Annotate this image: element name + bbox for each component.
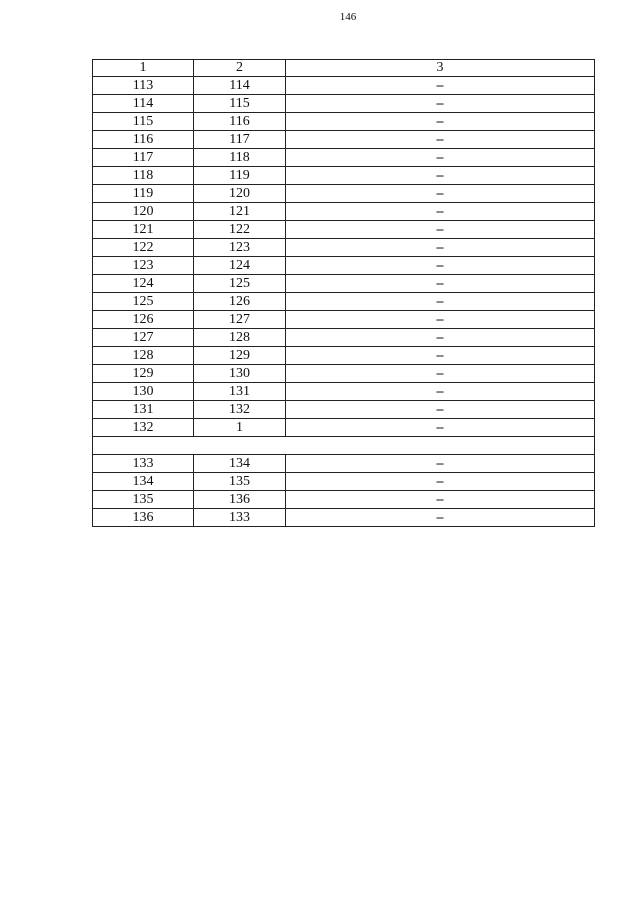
table-cell-col-3: – xyxy=(286,239,595,257)
table-cell-col-3: – xyxy=(286,95,595,113)
table-cell-col-1: 134 xyxy=(93,473,194,491)
table-cell-col-2: 118 xyxy=(194,149,286,167)
table-cell-col-2: 114 xyxy=(194,77,286,95)
table-group-1 xyxy=(93,77,595,437)
table-row xyxy=(93,455,595,473)
table-row xyxy=(93,329,595,347)
table-cell-col-1: 131 xyxy=(93,401,194,419)
table-separator-row xyxy=(93,437,595,455)
table-cell-col-2: 120 xyxy=(194,185,286,203)
table-cell-col-2: 125 xyxy=(194,275,286,293)
table-cell-col-2: 135 xyxy=(194,473,286,491)
table-cell-col-1: 117 xyxy=(93,149,194,167)
column-header-1: 1 xyxy=(93,60,194,77)
table-row xyxy=(93,149,595,167)
table-cell-col-1: 135 xyxy=(93,491,194,509)
table-cell-col-2: 117 xyxy=(194,131,286,149)
table-cell-col-2: 132 xyxy=(194,401,286,419)
table-cell-col-1: 126 xyxy=(93,311,194,329)
table-cell-col-2: 1 xyxy=(194,419,286,437)
table-row xyxy=(93,275,595,293)
table-cell-col-3: – xyxy=(286,473,595,491)
table-row xyxy=(93,473,595,491)
table-row xyxy=(93,347,595,365)
table-cell-col-1: 118 xyxy=(93,167,194,185)
table-row xyxy=(93,95,595,113)
table-cell-col-3: – xyxy=(286,221,595,239)
table-cell-col-2: 133 xyxy=(194,509,286,527)
table-row xyxy=(93,221,595,239)
table-cell-col-2: 126 xyxy=(194,293,286,311)
table-cell-col-2: 116 xyxy=(194,113,286,131)
table-cell-col-2: 123 xyxy=(194,239,286,257)
table-row xyxy=(93,383,595,401)
table-cell-col-2: 134 xyxy=(194,455,286,473)
table-row xyxy=(93,509,595,527)
table-cell-col-3: – xyxy=(286,509,595,527)
table-row xyxy=(93,293,595,311)
table-cell-col-3: – xyxy=(286,347,595,365)
table-row xyxy=(93,167,595,185)
table-row xyxy=(93,113,595,131)
table-cell-col-3: – xyxy=(286,203,595,221)
table-cell-col-3: – xyxy=(286,185,595,203)
table-cell-col-1: 121 xyxy=(93,221,194,239)
table-row xyxy=(93,257,595,275)
table-cell-col-1: 128 xyxy=(93,347,194,365)
table-cell-col-3: – xyxy=(286,77,595,95)
table-cell-col-1: 119 xyxy=(93,185,194,203)
data-table xyxy=(92,59,595,527)
table-cell-col-1: 129 xyxy=(93,365,194,383)
table-row xyxy=(93,203,595,221)
table-cell-col-2: 124 xyxy=(194,257,286,275)
table-cell-col-3: – xyxy=(286,131,595,149)
table-cell-col-2: 122 xyxy=(194,221,286,239)
table-cell-col-3: – xyxy=(286,311,595,329)
table-row xyxy=(93,401,595,419)
table-cell-col-3: – xyxy=(286,113,595,131)
table-cell-col-2: 127 xyxy=(194,311,286,329)
table-cell-col-2: 121 xyxy=(194,203,286,221)
table-cell-col-2: 128 xyxy=(194,329,286,347)
separator-cell xyxy=(93,437,595,455)
table-row xyxy=(93,131,595,149)
table-cell-col-1: 124 xyxy=(93,275,194,293)
column-header-3: 3 xyxy=(286,60,595,77)
page-number: 146 xyxy=(339,11,357,23)
table-cell-col-1: 120 xyxy=(93,203,194,221)
table-cell-col-1: 115 xyxy=(93,113,194,131)
table-cell-col-1: 122 xyxy=(93,239,194,257)
table-cell-col-3: – xyxy=(286,329,595,347)
table-cell-col-1: 133 xyxy=(93,455,194,473)
table-cell-col-1: 125 xyxy=(93,293,194,311)
table-cell-col-1: 114 xyxy=(93,95,194,113)
table-cell-col-3: – xyxy=(286,491,595,509)
table-cell-col-1: 127 xyxy=(93,329,194,347)
table-header-row xyxy=(93,60,595,77)
table-group-2 xyxy=(93,455,595,527)
table-cell-col-2: 136 xyxy=(194,491,286,509)
table-cell-col-3: – xyxy=(286,419,595,437)
table-cell-col-3: – xyxy=(286,293,595,311)
table-cell-col-2: 130 xyxy=(194,365,286,383)
table-cell-col-2: 129 xyxy=(194,347,286,365)
table-cell-col-1: 123 xyxy=(93,257,194,275)
table-cell-col-3: – xyxy=(286,383,595,401)
table-cell-col-3: – xyxy=(286,275,595,293)
column-header-2: 2 xyxy=(194,60,286,77)
table-row xyxy=(93,185,595,203)
table-cell-col-1: 116 xyxy=(93,131,194,149)
table-cell-col-3: – xyxy=(286,401,595,419)
table-row xyxy=(93,239,595,257)
table-cell-col-3: – xyxy=(286,455,595,473)
table-cell-col-2: 115 xyxy=(194,95,286,113)
table-cell-col-3: – xyxy=(286,149,595,167)
table-row xyxy=(93,491,595,509)
table-row xyxy=(93,365,595,383)
table-cell-col-1: 113 xyxy=(93,77,194,95)
table-row xyxy=(93,419,595,437)
table-cell-col-2: 131 xyxy=(194,383,286,401)
table-cell-col-2: 119 xyxy=(194,167,286,185)
table-cell-col-1: 136 xyxy=(93,509,194,527)
table-cell-col-3: – xyxy=(286,167,595,185)
table-cell-col-1: 132 xyxy=(93,419,194,437)
table-row xyxy=(93,77,595,95)
table-row xyxy=(93,311,595,329)
table-cell-col-3: – xyxy=(286,257,595,275)
table-cell-col-1: 130 xyxy=(93,383,194,401)
table-cell-col-3: – xyxy=(286,365,595,383)
